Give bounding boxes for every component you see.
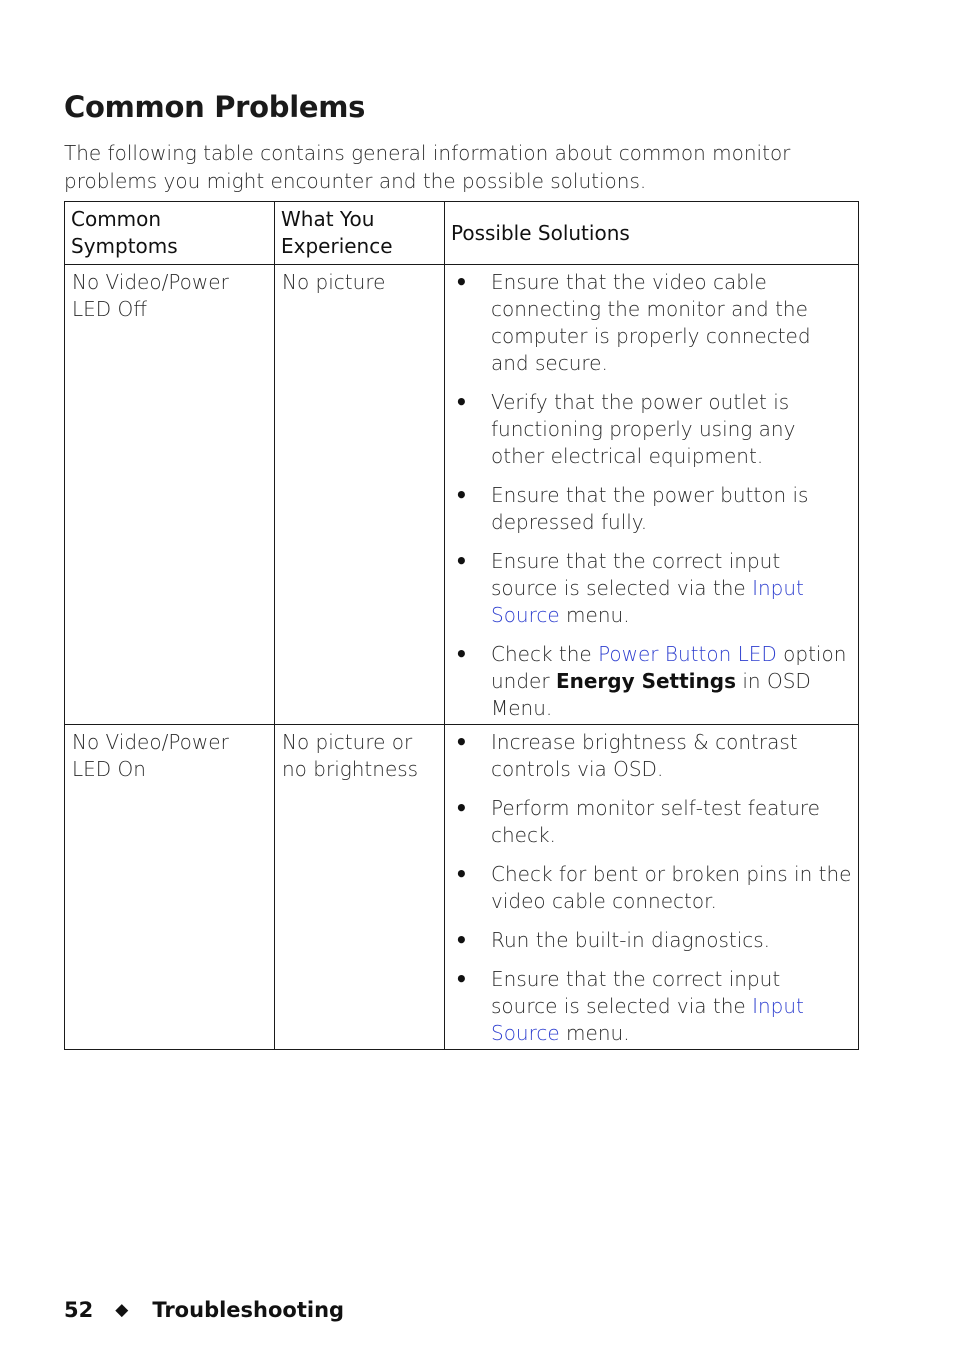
table-row [65,265,859,725]
solution-text: option under [491,642,847,693]
header-what-you-experience: What You Experience [275,202,445,265]
menu-reference-link[interactable]: Power Button LED [598,642,777,666]
bullet-icon: • [455,642,468,666]
solution-item [452,795,852,849]
solution-text: Ensure that the power button is depressed fully. [491,483,809,534]
solution-item [452,548,852,629]
solutions-list [452,269,852,722]
diamond-separator-icon: ◆ [115,1300,129,1320]
bullet-icon: • [455,730,468,754]
menu-reference-link[interactable]: Input Source [491,576,804,627]
intro-paragraph: The following table contains general information about common monitor problems you might encounter and the possible solutions. [64,141,791,193]
menu-reference-link[interactable]: Input Source [491,994,804,1045]
solution-item [452,389,852,470]
solutions-cell [445,265,859,725]
page-footer [64,1298,344,1322]
solution-text: Verify that the power outlet is functioning properly using any other electrical equipment. [491,390,796,468]
solution-item [452,966,852,1047]
solution-text: Ensure that the video cable connecting the monitor and the computer is properly connected and secure. [491,270,811,375]
symptom-cell: No Video/Power LED Off [65,265,275,725]
table-header-row [65,202,859,265]
bullet-icon: • [455,967,468,991]
header-common-symptoms: Common Symptoms [65,202,275,265]
table-row [65,725,859,1050]
page-title: Common Problems [64,90,366,124]
bullet-icon: • [455,390,468,414]
solutions-cell [445,725,859,1050]
solution-text: Increase brightness & contrast controls via OSD. [491,730,798,781]
experience-cell: No picture or no brightness [275,725,445,1050]
bullet-icon: • [455,483,468,507]
solution-item [452,927,852,954]
solution-item [452,861,852,915]
symptom-cell: No Video/Power LED On [65,725,275,1050]
solution-text: menu. [559,603,630,627]
solution-item [452,641,852,722]
header-possible-solutions: Possible Solutions [445,202,859,265]
solution-text: Ensure that the correct input source is selected via the [491,967,781,1018]
bullet-icon: • [455,796,468,820]
solution-text: menu. [559,1021,630,1045]
bullet-icon: • [455,862,468,886]
solution-item [452,269,852,377]
bullet-icon: • [455,549,468,573]
common-problems-table [64,201,859,1050]
section-name: Troubleshooting [152,1298,345,1322]
emphasized-text: Energy Settings [555,669,736,693]
solution-text: Check for bent or broken pins in the video cable connector. [491,862,852,913]
solution-text: Ensure that the correct input source is selected via the [491,549,781,600]
solution-item [452,729,852,783]
solution-item [452,482,852,536]
solution-text: Check the [491,642,599,666]
experience-cell: No picture [275,265,445,725]
bullet-icon: • [455,270,468,294]
page-number: 52 [64,1298,94,1322]
solution-text: Perform monitor self-test feature check. [491,796,820,847]
bullet-icon: • [455,928,468,952]
solution-text: in OSD Menu. [491,669,811,720]
solution-text: Run the built-in diagnostics. [491,928,771,952]
solutions-list [452,729,852,1047]
